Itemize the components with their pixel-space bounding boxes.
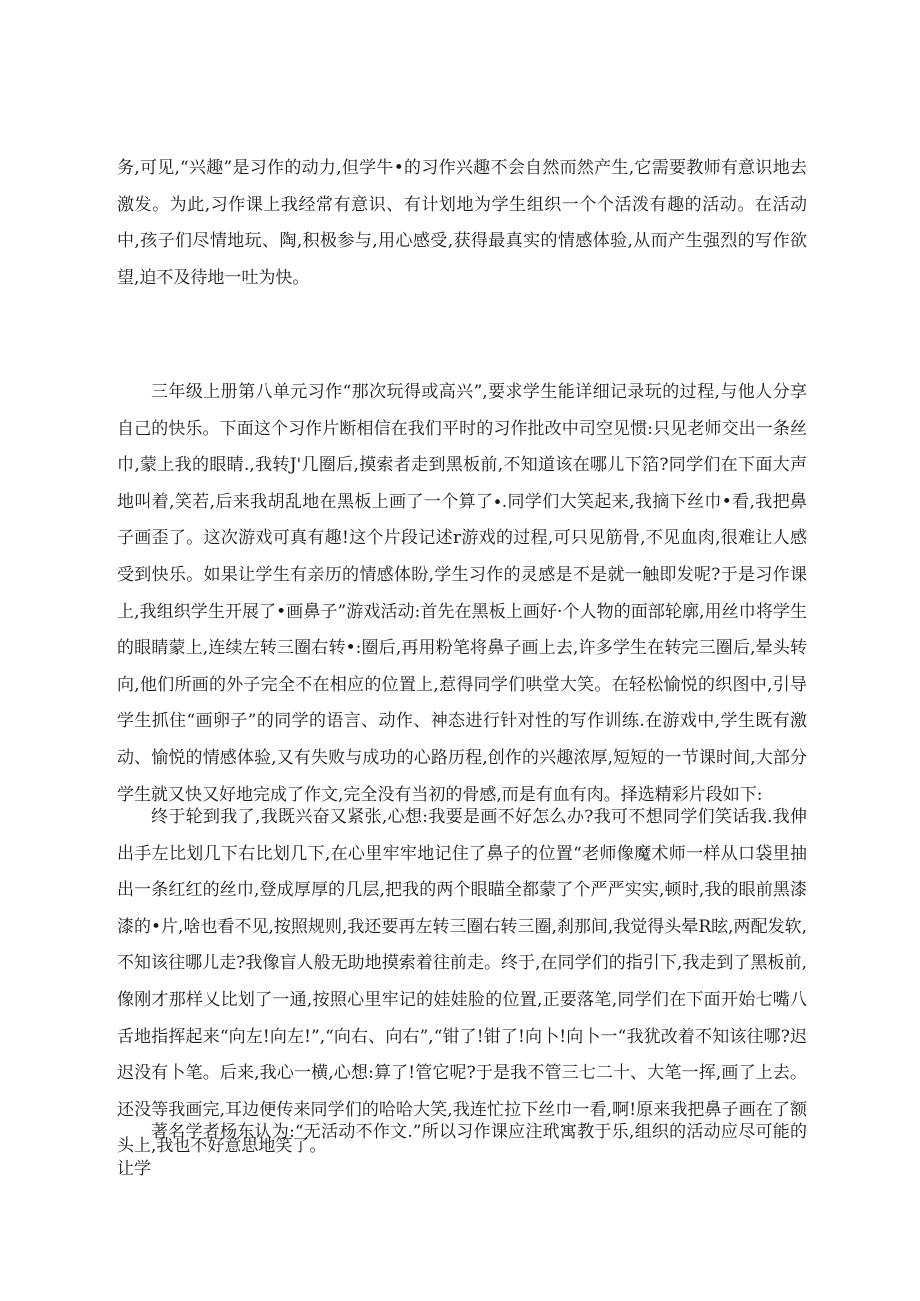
paragraph-3-text: 终于轮到我了,我既兴奋又紧张,心想:我要是画不好怎么办?我可不想同学们笑话我.我伸出手左比划几下右比划几下,在心里牢牢地记住了鼻子的位置“老师像魔术师一样从口袋里抽出一条红红的丝巾,登成厚厚的几层,把我的两个眼瞄全都蒙了个严严实实,顿时,我的眼前黑漆漆的•片,啥也看不见,按照规则,我还要再左转三圈右转三圈,刹那间,我觉得头晕R眩,两配发软,不知该往哪儿走?我像盲人般无助地摸索着往前走。终于,在同学们的指引下,我走到了黑板前,像刚才那样乂比划了一通,按照心里牢记的娃娃脸的位置,正要落笔,同学们在下面开始七嘴八舌地指挥起来“向左!向左!”,“向右、向右”,“钳了!钳了!向卜!向卜一“我犹改着不知该往哪?迟迟没有卜笔。后来,我心一横,心想:算了!管它呢?于是我不管三七二十、大笔一挥,画了上去。还没等我画完,耳边便传来同学们的哈哈大笑,我连忙拉下丝巾一看,啊!原来我把鼻子画在了额头上,我也不好意思地笑了。 — [117, 807, 807, 1157]
paragraph-2 — [117, 374, 807, 813]
paragraph-4-text: 著名学者杨东认为:“无活动不作文.”所以习作课应注玳寓教于乐,组织的活动应尽可能的让学 — [117, 1122, 807, 1179]
paragraph-3 — [117, 799, 807, 1165]
paragraph-1-text: 务,可见,“兴趣”是习作的动力,但学牛•的习作兴趣不会自然而然产生,它需要教师有意识地去激发。为此,习作课上我经常有意识、有计划地为学生组织一个个活泼有趣的活动。在活动中,孩子们尽情地玩、陶,积极参与,用心感受,获得最真实的情感体验,从而产生强烈的写作欲望,迫不及待地一吐为快。 — [117, 158, 807, 288]
paragraph-1 — [117, 150, 807, 296]
paragraph-4 — [117, 1114, 807, 1187]
paragraph-2-text: 三年级上册第八单元习作“那次玩得或高兴”,要求学生能详细记录玩的过程,与他人分享自己的快乐。下面这个习作片断相信在我们平时的习作批改中司空见惯:只见老师交出一条丝巾,蒙上我的眼睛.,我转J'几圈后,摸索者走到黑板前,不知道该在哪儿下箔?同学们在下面大声地叫着,笑若,后来我胡乱地在黑板上画了一个算了∙.同学们大笑起来,我摘下丝巾•看,我把鼻子画歪了。这次游戏可真有趣!这个片段记述r游戏的过程,可只见筋骨,不见血肉,很难让人感受到快乐。如果让学生有亲历的情感体盼,学生习作的灵感是不是就一触即发呢?于是习作课上,我组织学生开展了•画鼻子”游戏活动:首先在黑板上画好·个人物的面部轮廓,用丝巾将学生的眼睛蒙上,连续左转三圈右转•:圈后,再用粉笔将鼻子画上去,许多学生在转完三圈后,晕头转向,他们所画的外子完全不在相应的位置上,惹得同学们哄堂大笑。在轻松愉悦的织图中,引导学生抓住“画卵子”的同学的语言、动作、神态进行针对性的写作训练.在游戏中,学生既有激动、愉悦的情感体验,又有失败与成功的心路历程,创作的兴趣浓厚,短短的一节课时间,大部分学生就又快又好地完成了作文,完全没有当初的骨感,而是有血有肉。择选精彩片段如下: — [117, 382, 807, 805]
